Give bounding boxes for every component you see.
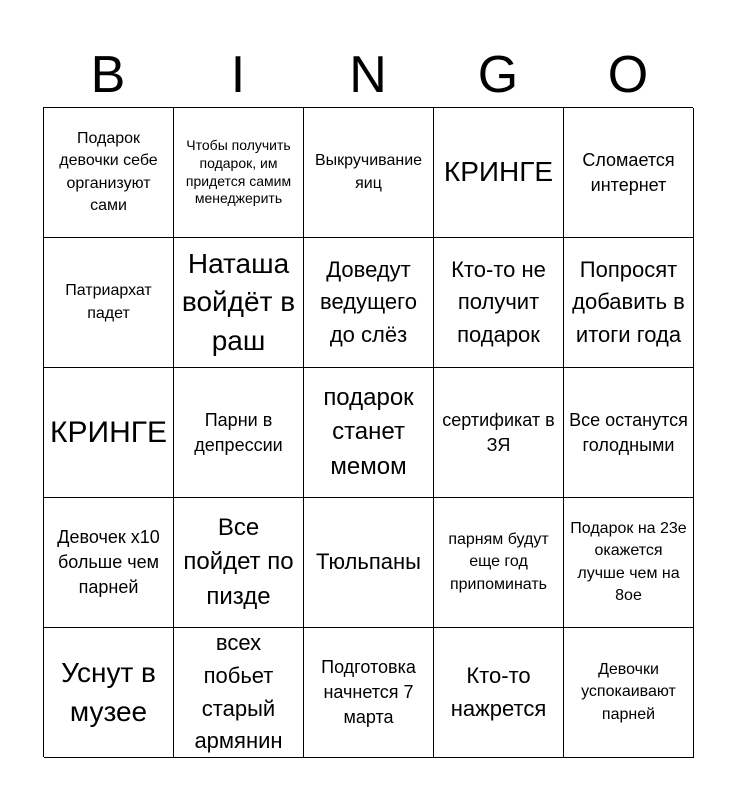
bingo-cell[interactable]: [174, 238, 304, 368]
bingo-cell-text: Выкручивание яиц: [314, 152, 423, 192]
bingo-cell[interactable]: [174, 628, 304, 758]
header-letter-i: I: [230, 46, 246, 104]
bingo-cell[interactable]: [304, 108, 434, 238]
header-letter-b: B: [90, 46, 126, 104]
header-letter-o: O: [607, 46, 649, 104]
bingo-cell[interactable]: [564, 628, 694, 758]
bingo-cell-text: всех побьет старый армянин: [194, 630, 283, 754]
bingo-cell-text: Парни в депрессии: [194, 409, 283, 455]
bingo-cell-text: КРИНГЕ: [50, 416, 167, 449]
bingo-cell[interactable]: [44, 368, 174, 498]
bingo-cell[interactable]: [434, 108, 564, 238]
bingo-cell[interactable]: [44, 108, 174, 238]
bingo-cell[interactable]: [434, 498, 564, 628]
bingo-cell-text: Сломается интернет: [582, 149, 675, 195]
bingo-cell[interactable]: [44, 628, 174, 758]
bingo-cell-text: сертификат в ЗЯ: [442, 409, 555, 455]
bingo-cell-text: Девочки успокаивают парней: [581, 661, 676, 723]
header-letter-g: G: [477, 46, 519, 104]
bingo-cell-text: Уснут в музее: [61, 656, 156, 727]
bingo-cell[interactable]: [174, 368, 304, 498]
bingo-cell-text: Подготовка начнется 7 марта: [321, 657, 416, 727]
bingo-cell-text: Кто-то не получит подарок: [451, 256, 546, 347]
bingo-cell-text: Доведут ведущего до слёз: [320, 256, 417, 347]
bingo-cell[interactable]: [434, 628, 564, 758]
bingo-cell-text: Все останутся голодными: [569, 409, 688, 455]
bingo-cell[interactable]: [434, 238, 564, 368]
bingo-cell[interactable]: [564, 498, 694, 628]
bingo-cell-text: Девочек x10 больше чем парней: [57, 527, 160, 597]
bingo-cell[interactable]: [44, 238, 174, 368]
bingo-cell[interactable]: [304, 498, 434, 628]
bingo-cell[interactable]: [174, 108, 304, 238]
bingo-cell[interactable]: [174, 498, 304, 628]
bingo-cell-text: Все пойдет по пизде: [183, 514, 294, 610]
bingo-cell[interactable]: [564, 368, 694, 498]
bingo-cell-text: Тюльпаны: [316, 549, 421, 575]
bingo-cell-text: Патриархат падет: [65, 282, 152, 322]
bingo-cell-text: Попросят добавить в итоги года: [572, 256, 685, 347]
bingo-cell-text: Кто-то нажрется: [450, 662, 547, 721]
bingo-grid: [43, 107, 693, 757]
bingo-cell-text: Наташа войдёт в раш: [181, 247, 296, 356]
bingo-cell[interactable]: [44, 498, 174, 628]
bingo-cell-text: подарок станет мемом: [323, 384, 414, 480]
bingo-cell-text: КРИНГЕ: [443, 156, 554, 188]
bingo-cell[interactable]: [564, 238, 694, 368]
bingo-cell-text: Подарок на 23е окажется лучше чем на 8ое: [570, 520, 687, 604]
bingo-header: [43, 42, 693, 108]
bingo-cell[interactable]: [304, 238, 434, 368]
bingo-cell-text: парням будут еще год припоминать: [448, 531, 549, 593]
bingo-cell[interactable]: [304, 368, 434, 498]
bingo-cell-text: Чтобы получить подарок, им придется самим менеджерить: [185, 136, 292, 207]
bingo-cell-text: Подарок девочки себе организуют сами: [59, 130, 158, 214]
bingo-cell[interactable]: [564, 108, 694, 238]
header-letter-n: N: [349, 46, 387, 104]
bingo-cell[interactable]: [304, 628, 434, 758]
bingo-cell[interactable]: [434, 368, 564, 498]
